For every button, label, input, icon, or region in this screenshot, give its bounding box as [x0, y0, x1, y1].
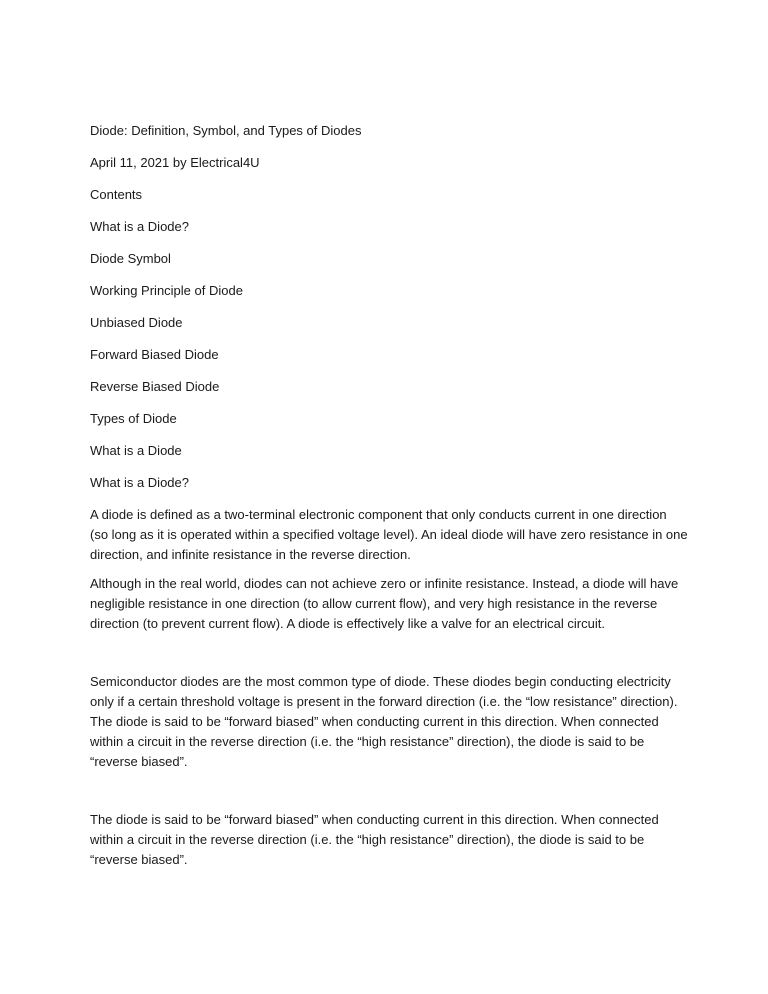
paragraph	[90, 810, 690, 870]
paragraph-line: direction (to prevent current flow). A diode is effectively like a valve for an electrical circuit.	[90, 616, 605, 631]
toc-item: Working Principle of Diode	[90, 283, 243, 298]
byline: April 11, 2021 by Electrical4U	[90, 155, 260, 170]
contents-heading: Contents	[90, 187, 143, 202]
paragraph-line: only if a certain threshold voltage is present in the forward direction (i.e. the “low resistance” direction).	[90, 694, 678, 709]
paragraph-line: (so long as it is operated within a specified voltage level). An ideal diode will have zero resistance in one	[90, 527, 688, 542]
paragraph-line: “reverse biased”.	[90, 754, 188, 769]
toc-item: Forward Biased Diode	[90, 347, 219, 362]
paragraph	[90, 672, 690, 772]
paragraph-line: “reverse biased”.	[90, 852, 188, 867]
toc-item: What is a Diode	[90, 443, 182, 458]
toc-item: Types of Diode	[90, 411, 177, 426]
paragraph-line: The diode is said to be “forward biased” when conducting current in this direction. When connected	[90, 714, 659, 729]
paragraph-line: within a circuit in the reverse direction (i.e. the “high resistance” direction), the diode is said to be	[90, 832, 645, 847]
paragraph-line: Semiconductor diodes are the most common type of diode. These diodes begin conducting electricity	[90, 674, 671, 689]
toc-item: Unbiased Diode	[90, 315, 183, 330]
paragraph	[90, 505, 690, 565]
document-page	[90, 121, 690, 879]
paragraph-line: negligible resistance in one direction (to allow current flow), and very high resistance in the reverse	[90, 596, 658, 611]
paragraph-line: direction, and infinite resistance in the reverse direction.	[90, 547, 411, 562]
paragraph-line: A diode is defined as a two-terminal electronic component that only conducts current in one direction	[90, 507, 667, 522]
paragraph	[90, 574, 690, 634]
section-heading: What is a Diode?	[90, 475, 189, 490]
toc-item: Reverse Biased Diode	[90, 379, 220, 394]
paragraph-line: within a circuit in the reverse direction (i.e. the “high resistance” direction), the diode is said to be	[90, 734, 645, 749]
document-title: Diode: Definition, Symbol, and Types of Diodes	[90, 123, 362, 138]
paragraph-line: The diode is said to be “forward biased” when conducting current in this direction. When connected	[90, 812, 659, 827]
table-of-contents	[90, 217, 690, 461]
toc-item: What is a Diode?	[90, 219, 189, 234]
toc-item: Diode Symbol	[90, 251, 171, 266]
paragraph-line: Although in the real world, diodes can not achieve zero or infinite resistance. Instead, a diode will have	[90, 576, 679, 591]
